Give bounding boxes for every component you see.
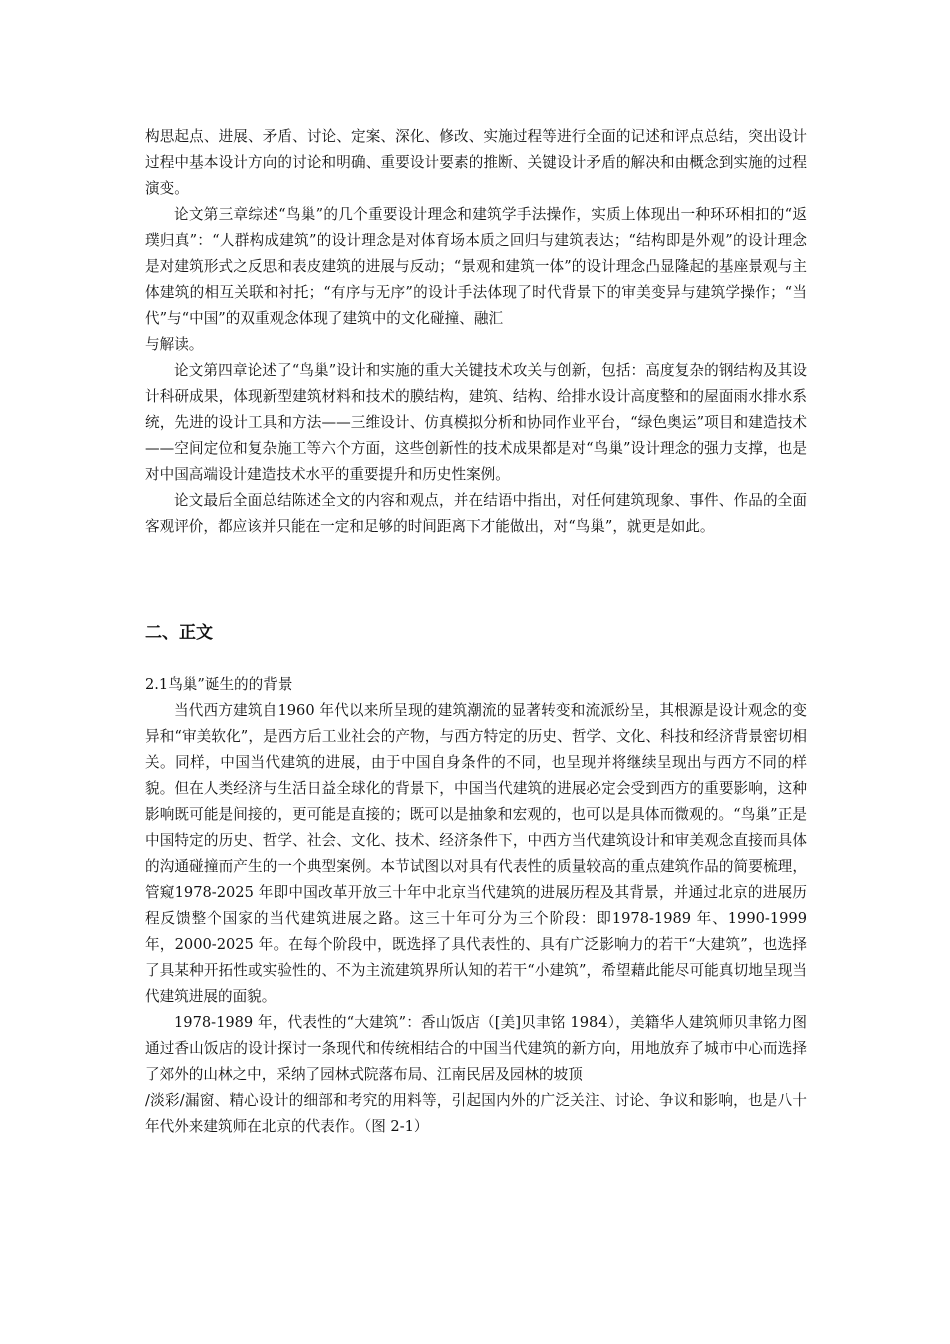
paragraph-chapter-four: 论文第四章论述了“鸟巢”设计和实施的重大关键技术攻关与创新，包括：高度复杂的钢结构及其设计科研成果，体现新型建筑材料和技术的膜结构，建筑、结构、给排水设计高度整和的屋面雨水排水系统，先进的设计工具和方法——三维设计、仿真模拟分析和协同作业平台，“绿色奥运”项目和建造技术——空间定位和复杂施工等六个方面，这些创新性的技术成果都是对“鸟巢”设计理念的强力支撑，也是对中国高端设计建造技术水平的重要提升和历史性案例。: [145, 362, 807, 483]
subsection-title: 2.1鸟巢”诞生的的背景: [145, 676, 293, 693]
paragraph-background: 当代西方建筑自1960 年代以来所呈现的建筑潮流的显著转变和流派纷呈，其根源是设计观念的变异和“审美软化”，是西方后工业社会的产物，与西方特定的历史、哲学、文化、科技和经济背景密切相关。同样，中国当代建筑的进展，由于中国自身条件的不同，也呈现并将继续呈现出与西方不同的样貌。但在人类经济与生活日益全球化的背景下，中国当代建筑的进展必定会受到西方的重要影响，这种影响既可能是间接的，更可能是直接的；既可以是抽象和宏观的，也可以是具体而微观的。“鸟巢”正是中国特定的历史、哲学、社会、文化、技术、经济条件下，中西方当代建筑设计和审美观念直接而具体的沟通碰撞而产生的一个典型案例。本节试图以对具有代表性的质量较高的重点建筑作品的简要梳理，管窥1978-2025 年即中国改革开放三十年中北京当代建筑的进展历程及其背景，并通过北京的进展历程反馈整个国家的当代建筑进展之路。这三十年可分为三个阶段：即1978-1989 年、1990-1999 年，2000-2025 年。在每个阶段中，既选择了具代表性的、具有广泛影响力的若干“大建筑”，也选择了具某种开拓性或实验性的、不为主流建筑界所认知的若干“小建筑”，希望藉此能尽可能真切地呈现当代建筑进展的面貌。: [145, 702, 807, 1005]
paragraph-fragment-2: /淡彩/漏窗、精心设计的细部和考究的用料等，引起国内外的广泛关注、讨论、争议和影响，也是八十年代外来建筑师在北京的代表作。（图 2-1）: [145, 1092, 807, 1135]
paragraph-fragment: 与解读。: [145, 336, 204, 353]
paragraph-chapter-three: 论文第三章综述“鸟巢”的几个重要设计理念和建筑学手法操作，实质上体现出一种环环相扣的“返璞归真”：“人群构成建筑”的设计理念是对体育场本质之回归与建筑表达；“结构即是外观”的设计理念是对建筑形式之反思和表皮建筑的进展与反动；“景观和建筑一体”的设计理念凸显隆起的基座景观与主体建筑的相互关联和衬托；“有序与无序”的设计手法体现了时代背景下的审美变异与建筑学操作；“当代”与“中国”的双重观念体现了建筑中的文化碰撞、融汇: [145, 206, 807, 327]
paragraph-1978-1989: 1978-1989 年，代表性的“大建筑”：香山饭店（[美]贝聿铭 1984），美籍华人建筑师贝聿铭力图通过香山饭店的设计探讨一条现代和传统相结合的中国当代建筑的新方向，用地放弃了城市中心而选择了郊外的山林之中，采纳了园林式院落布局、江南民居及园林的坡顶: [145, 1014, 807, 1083]
paragraph-continuation: 构思起点、进展、矛盾、讨论、定案、深化、修改、实施过程等进行全面的记述和评点总结，突出设计过程中基本设计方向的讨论和明确、重要设计要素的推断、关键设计矛盾的解决和由概念到实施的过程演变。: [145, 128, 807, 197]
paragraph-conclusion: 论文最后全面总结陈述全文的内容和观点，并在结语中指出，对任何建筑现象、事件、作品的全面客观评价，都应该并只能在一定和足够的时间距离下才能做出，对“鸟巢”，就更是如此。: [145, 492, 807, 535]
body-text-block: [145, 672, 807, 1140]
section-heading: 二、正文: [145, 623, 213, 643]
intro-text-block: [145, 124, 807, 540]
